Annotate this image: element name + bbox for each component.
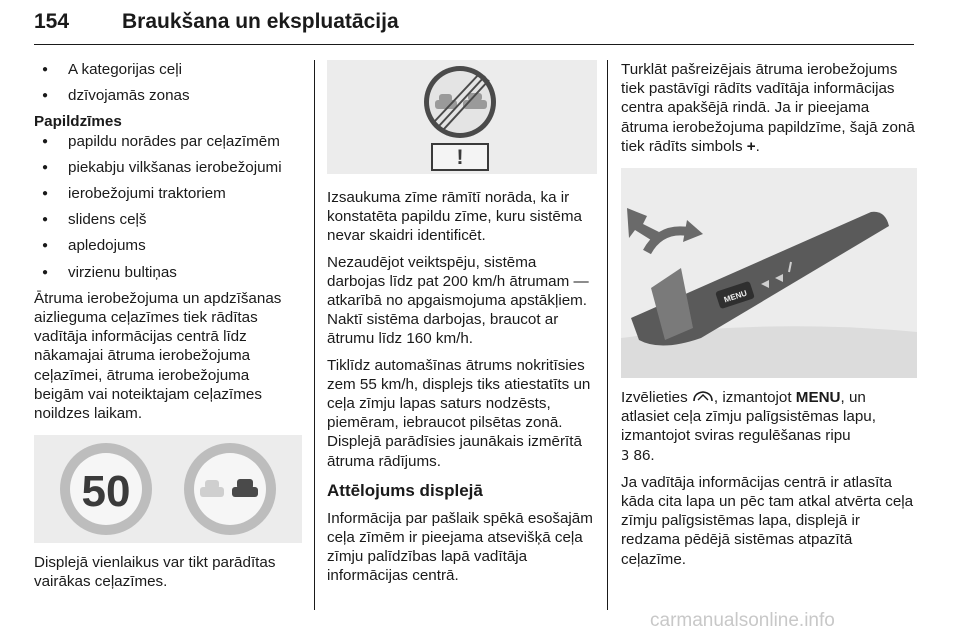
column-2 [327,60,597,593]
list-item: ● piekabju vilkšanas ierobežojumi [34,158,302,177]
menu-button-label: MENU [722,288,749,305]
column-divider-1 [314,60,315,610]
page-ref: 86. [629,446,655,464]
page-number: 154 [34,10,70,33]
end-sign-figure [327,60,597,174]
column-3 [621,60,917,576]
paragraph: Informācija par pašlaik spēkā esošajām ceļa zīmēm ir pieejama atsevišķā ceļa zīmju palīdzības lapā vadītāja informācijas centrā. [327,509,593,585]
paragraph: Turklāt pašreizējais ātruma ierobežojums tiek pastāvīgi rādīts vadītāja informācijas centra apakšējā rindā. Ja ir pieejama ātruma ierobežojuma papildzīme, šajā zonā tiek rādīts simbols +. [621,61,915,155]
chapter-title: Braukšana un ekspluatācija [122,10,399,33]
stalk-illustration [621,168,917,378]
stalk-figure [621,168,917,378]
speed-value: 50 [81,467,131,517]
paragraph: Ja vadītāja informācijas centrā ir atlasīta kāda cita lapa un pēc tam atkal atvērta ceļa zīmju palīgsistēmas lapa, displejā ir redzama pēdējā sistēmas atpazītā ceļazīme. [621,473,914,568]
speed-sign-figure [34,435,302,543]
plus-symbol: + [746,137,756,155]
ref-arrow-icon: 3 [621,448,630,464]
menu-keyword: MENU [795,389,841,407]
paragraph: Izvēlieties , izmantojot MENU, un atlasiet ceļa zīmju palīgsistēmas lapu, izmantojot sviras regulēšanas ripu 3 86. [621,389,876,464]
paragraph: Nezaudējot veiktspēju, sistēma darbojas līdz pat 200 km/h ātrumam — atkarībā no apgaismojuma apstākļiem. Naktī sistēma darbojas, braucot ar ātrumu līdz 160 km/h. [327,253,589,348]
section-heading: Attēlojums displejā [327,480,483,500]
subheading: Papildzīmes [34,113,122,131]
list-item: ● ierobežojumi traktoriem [34,184,302,203]
speed-sign-illustration [34,435,302,543]
list-item: ● slidens ceļš [34,210,302,229]
sign-recognition-icon [692,390,714,403]
list-item: ● papildu norādes par ceļazīmēm [34,132,302,151]
end-sign-illustration [327,60,597,174]
exclamation-sign: ! [456,146,464,169]
list-item: ● apledojums [34,236,302,255]
paragraph: Izsaukuma zīme rāmītī norāda, ka ir konstatēta papildu zīme, kuru sistēma nevar skaidri identificēt. [327,189,582,245]
paragraph: Displejā vienlaikus var tikt parādītas vairākas ceļazīmes. [34,554,276,591]
header-rule [34,44,914,45]
list-item: ● dzīvojamās zonas [34,86,302,105]
column-1 [34,60,302,599]
watermark: carmanualsonline.info [650,610,835,631]
list-item: ● A kategorijas ceļi [34,60,302,79]
paragraph: Tiklīdz automašīnas ātrums nokritīsies zem 55 km/h, displejs tiks atiestatīts un ceļa zīmju lapas saturs nodzēsts, piemēram, iebraucot pilsētas zonā. Displejā parādīsies jaunākais izmērītā ātruma rādījums. [327,356,591,470]
list-item: ● virzienu bultiņas [34,263,302,282]
paragraph: Ātruma ierobežojuma un apdzīšanas aizlieguma ceļazīmes tiek rādītas vadītāja informācijas centrā līdz nākamajai ātruma ierobežojuma ceļazīmei, ātruma ierobežojuma beigām vai noteiktajam ceļazīmes noildzes laikam. [34,289,282,423]
column-divider-2 [607,60,608,610]
page-header [34,4,914,44]
